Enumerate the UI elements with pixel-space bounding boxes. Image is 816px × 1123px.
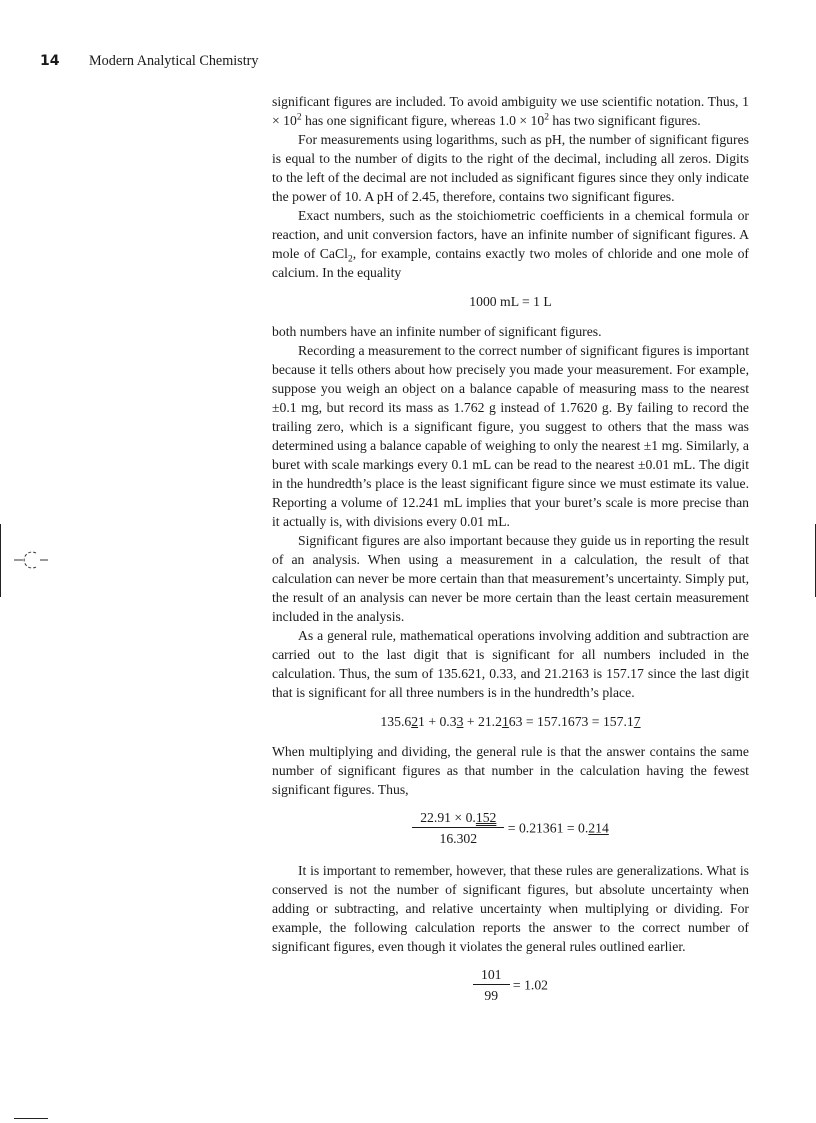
body-text bbox=[272, 92, 749, 1018]
equation-101-99: $\frac{101}{99}$ = 1.02 bbox=[272, 966, 749, 1004]
equation-ml-liter: 1000 mL = 1 L bbox=[469, 294, 552, 309]
equation-division: $\frac{22.91 \times 0.152}{16.302}$ = 0.21361 = 0.214 bbox=[272, 809, 749, 847]
paragraph-exact-numbers: Exact numbers, such as the stoichiometric coefficients in a chemical formula or reaction, and unit conversion factors, have an infinite number of significant figures. A mole of CaCl$_2$, for example, contains exactly two moles of chloride and one mole of calcium. In the equality bbox=[272, 208, 749, 280]
paragraph-addition-rule: As a general rule, mathematical operations involving addition and subtraction are carried out to the last digit that is significant for all numbers included in the calculation. Thus, the sum of 135.621, 0.33, and 21.2163 is 157.17 since the last digit that is significant for all three numbers is in the hundredth’s place. bbox=[272, 628, 749, 700]
crop-mark-left bbox=[0, 524, 1, 597]
crop-mark-bottom bbox=[14, 1118, 48, 1119]
page-number: 14 bbox=[40, 53, 60, 69]
paragraph-infinite: both numbers have an infinite number of significant figures. bbox=[272, 324, 602, 339]
paragraph-multiplication-rule: When multiplying and dividing, the general rule is that the answer contains the same number of significant figures as that number in the calculation having the fewest significant figures. Thus, bbox=[272, 744, 749, 797]
paragraph-scientific-notation: significant figures are included. To avoid ambiguity we use scientific notation. Thus, $1 \times 10^2$ has one significant figure, whereas $1.0 \times 10^2$ has two significant figures. bbox=[272, 94, 749, 128]
fraction: $\frac{22.91 \times 0.152}{16.302}$ bbox=[412, 809, 504, 847]
fraction: $\frac{101}{99}$ bbox=[473, 966, 510, 1004]
paragraph-recording: Recording a measurement to the correct number of significant figures is important because it tells others about how precisely you made your measurement. For example, suppose you weigh an object on a balance capable of measuring mass to the nearest ±0.1 mg, but record its mass as 1.762 g instead of 1.7620 g. By failing to record the trailing zero, which is a significant figure, you suggest to others that the mass was determined using a balance capable of weighing to only the nearest ±1 mg. Similarly, a buret with scale markings every 0.1 mL can be read to the nearest ±0.01 mL. The digit in the hundredth’s place is the least significant figure since we must estimate its value. Reporting a volume of 12.241 mL implies that your buret’s scale is more precise than it actually is, with divisions every 0.01 mL. bbox=[272, 343, 749, 529]
paragraph-generalizations: It is important to remember, however, that these rules are generalizations. What is conserved is not the number of significant figures, but absolute uncertainty when adding or subtracting, and relative uncertainty when multiplying or dividing. For example, the following calculation reports the answer to the correct number of significant figures, even though it violates the general rules outlined earlier. bbox=[272, 863, 749, 954]
paragraph-reporting: Significant figures are also important because they guide us in reporting the result of an analysis. When using a measurement in a calculation, the result of that calculation can never be more certain than that measurement’s uncertainty. Simply put, the result of an analysis can never be more certain than the least certain measurement included in the analysis. bbox=[272, 533, 749, 624]
book-title: Modern Analytical Chemistry bbox=[89, 53, 259, 69]
registration-mark-icon bbox=[14, 548, 48, 572]
equation-sum: 135.621 + 0.33 + 21.2163 = 157.1673 = 157.17 bbox=[380, 714, 641, 729]
paragraph-logarithms: For measurements using logarithms, such as pH, the number of significant figures is equal to the number of digits to the right of the decimal, including all zeros. Digits to the left of the decimal are not included as significant figures since they only indicate the power of 10. A pH of 2.45, therefore, contains two significant figures. bbox=[272, 132, 749, 204]
running-header bbox=[40, 53, 258, 70]
